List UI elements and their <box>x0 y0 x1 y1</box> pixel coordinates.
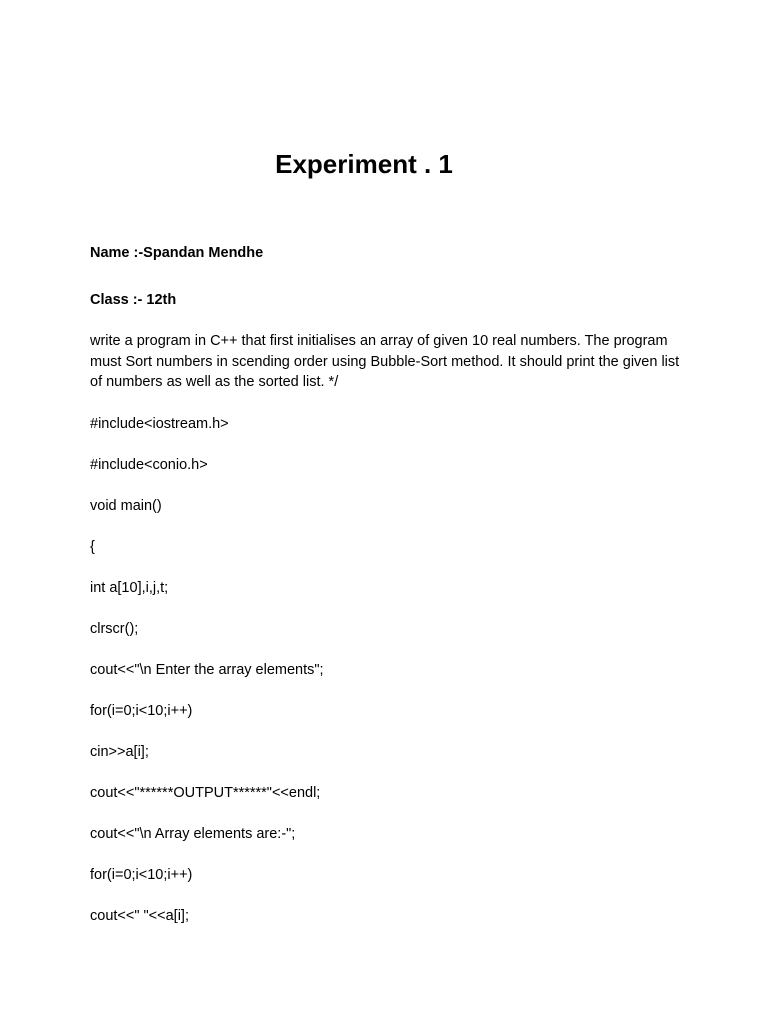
code-line: cout<<" "<<a[i]; <box>90 908 189 924</box>
page-title: Experiment . 1 <box>275 149 453 179</box>
code-line: int a[10],i,j,t; <box>90 580 169 596</box>
student-class: Class :- 12th <box>90 292 177 308</box>
code-line: for(i=0;i<10;i++) <box>90 703 193 719</box>
code-line: clrscr(); <box>90 621 139 637</box>
code-line: for(i=0;i<10;i++) <box>90 867 193 883</box>
code-line: cout<<"\n Enter the array elements"; <box>90 662 324 678</box>
code-line: { <box>90 539 95 555</box>
code-line: void main() <box>90 498 162 514</box>
code-line: #include<iostream.h> <box>90 416 229 432</box>
problem-statement: write a program in C++ that first initialises an array of given 10 real numbers. The program must Sort numbers in scending order using Bubble-Sort method. It should print the given list of numbers as well as the sorted list. */ <box>90 333 680 390</box>
student-name: Name :-Spandan Mendhe <box>90 245 264 261</box>
code-line: cout<<"******OUTPUT******"<<endl; <box>90 785 321 801</box>
code-line: #include<conio.h> <box>90 457 208 473</box>
code-line: cin>>a[i]; <box>90 744 149 760</box>
code-line: cout<<"\n Array elements are:-"; <box>90 826 296 842</box>
